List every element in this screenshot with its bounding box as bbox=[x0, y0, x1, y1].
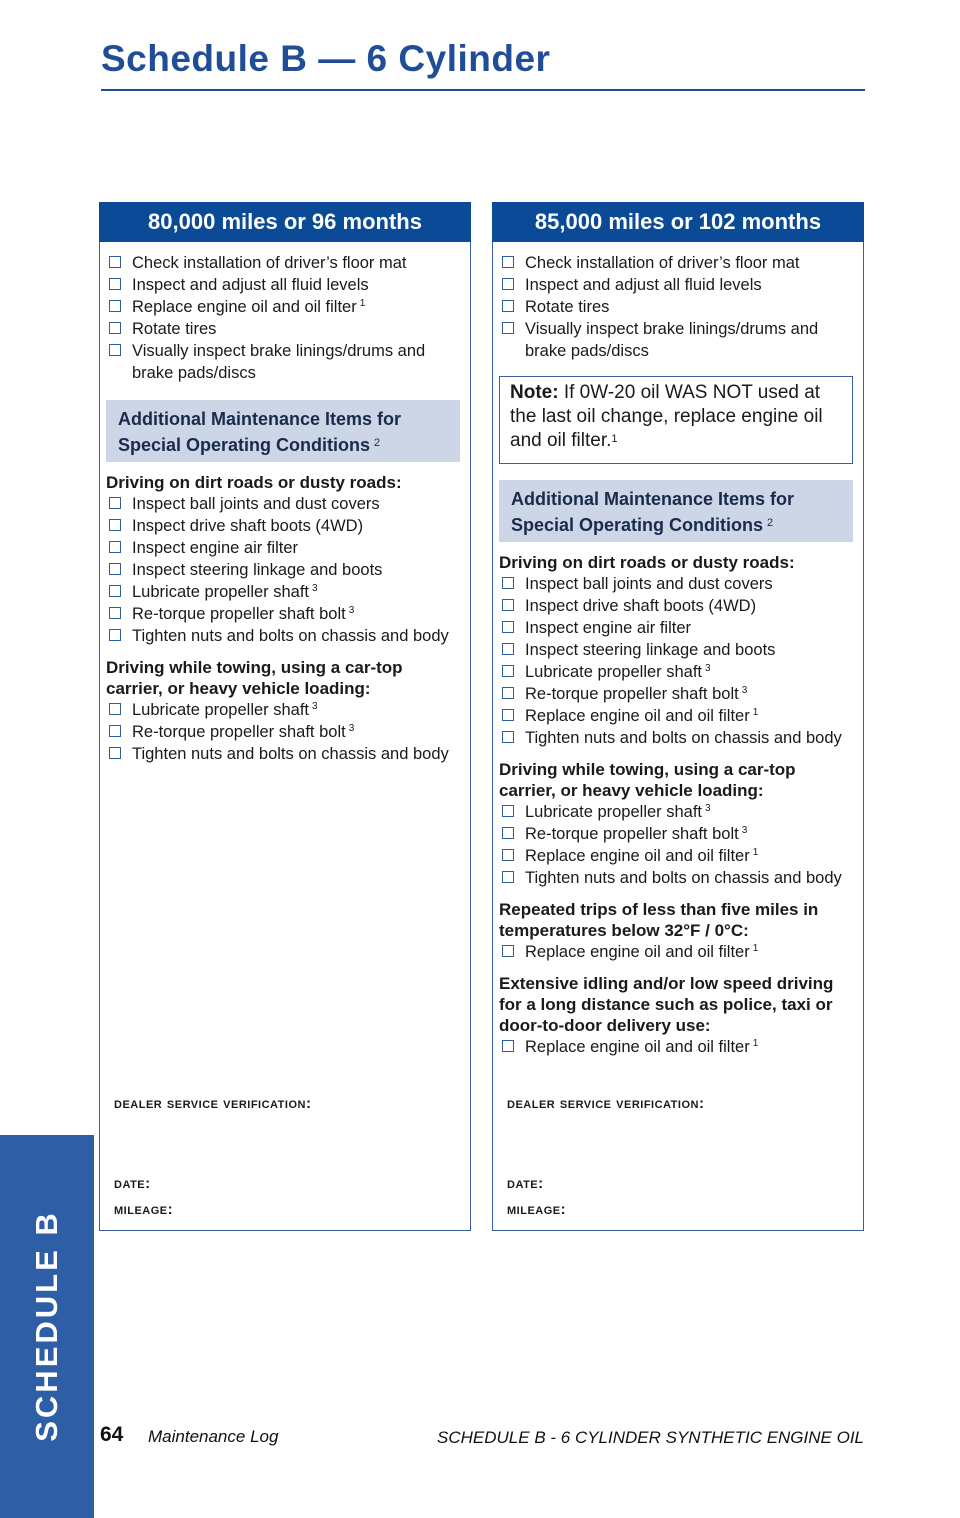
footnote-ref: 3 bbox=[348, 723, 355, 734]
additional-items-banner: Additional Maintenance Items for Special Operating Conditions $^2$ bbox=[106, 400, 460, 462]
checklist-item[interactable]: Check installation of driver’s floor mat bbox=[106, 252, 470, 274]
checklist-item[interactable]: Inspect and adjust all fluid levels bbox=[106, 274, 470, 296]
checklist-item[interactable]: Inspect engine air filter bbox=[499, 617, 863, 639]
checklist-item[interactable]: Lubricate propeller shaft $^3$ bbox=[106, 699, 470, 721]
footnote-ref: 1 bbox=[611, 433, 618, 445]
checkbox[interactable] bbox=[502, 621, 514, 633]
dealer-verification-label: dealer service verification: bbox=[507, 1095, 705, 1112]
checklist-item[interactable]: Re-torque propeller shaft bolt $^3$ bbox=[499, 823, 863, 845]
footnote-ref: 1 bbox=[752, 847, 759, 858]
mileage-label: mileage: bbox=[507, 1201, 567, 1218]
page-number: 64 bbox=[100, 1423, 124, 1446]
mileage-label: mileage: bbox=[114, 1201, 174, 1218]
checkbox[interactable] bbox=[109, 585, 121, 597]
checklist-item[interactable]: Rotate tires bbox=[499, 296, 863, 318]
checkbox[interactable] bbox=[502, 827, 514, 839]
checklist-item[interactable]: Lubricate propeller shaft $^3$ bbox=[106, 581, 470, 603]
checkbox[interactable] bbox=[502, 577, 514, 589]
card-header: 85,000 miles or 102 months bbox=[492, 202, 864, 242]
service-card-85000 bbox=[492, 202, 864, 1231]
checkbox[interactable] bbox=[502, 278, 514, 290]
footnote-ref: 1 bbox=[752, 943, 759, 954]
checklist-item[interactable]: Tighten nuts and bolts on chassis and body bbox=[499, 727, 863, 749]
checkbox[interactable] bbox=[502, 805, 514, 817]
checklist-item[interactable]: Inspect steering linkage and boots bbox=[106, 559, 470, 581]
checklist-item[interactable]: Re-torque propeller shaft bolt $^3$ bbox=[106, 721, 470, 743]
date-label: date: bbox=[114, 1175, 151, 1192]
footnote-ref: 1 bbox=[752, 1038, 759, 1049]
footer-section: Maintenance Log bbox=[148, 1427, 279, 1446]
checklist-item[interactable]: Replace engine oil and oil filter $^1$ bbox=[499, 845, 863, 867]
footnote-ref: 3 bbox=[741, 825, 748, 836]
page-title: Schedule B — 6 Cylinder bbox=[101, 38, 551, 79]
date-label: date: bbox=[507, 1175, 544, 1192]
checklist-item[interactable]: Re-torque propeller shaft bolt $^3$ bbox=[499, 683, 863, 705]
checkbox[interactable] bbox=[109, 300, 121, 312]
footnote-ref: 3 bbox=[312, 701, 318, 712]
condition-heading: Driving on dirt roads or dusty roads: bbox=[499, 553, 795, 572]
checklist-item[interactable]: Inspect and adjust all fluid levels bbox=[499, 274, 863, 296]
footnote-ref: 3 bbox=[741, 685, 748, 696]
checkbox[interactable] bbox=[109, 563, 121, 575]
footnote-ref: 3 bbox=[705, 803, 711, 814]
checkbox[interactable] bbox=[109, 703, 121, 715]
checkbox[interactable] bbox=[109, 256, 121, 268]
card-header: 80,000 miles or 96 months bbox=[99, 202, 471, 242]
footnote-ref: 1 bbox=[752, 707, 759, 718]
checkbox[interactable] bbox=[502, 665, 514, 677]
condition-heading: Driving while towing, using a car-top carrier, or heavy vehicle loading: bbox=[106, 658, 403, 698]
condition-heading: Repeated trips of less than five miles in temperatures below 32°F / 0°C: bbox=[499, 900, 819, 940]
checklist-item[interactable]: Lubricate propeller shaft $^3$ bbox=[499, 801, 863, 823]
checkbox[interactable] bbox=[109, 278, 121, 290]
footnote-ref: 1 bbox=[359, 298, 366, 309]
checkbox[interactable] bbox=[502, 599, 514, 611]
checkbox[interactable] bbox=[502, 322, 514, 334]
checklist-item[interactable]: Tighten nuts and bolts on chassis and body bbox=[106, 625, 470, 647]
checklist-item[interactable]: Inspect steering linkage and boots bbox=[499, 639, 863, 661]
checkbox[interactable] bbox=[109, 747, 121, 759]
checkbox[interactable] bbox=[109, 519, 121, 531]
additional-items-banner: Additional Maintenance Items for Special Operating Conditions $^2$ bbox=[499, 480, 853, 542]
checklist-item[interactable]: Lubricate propeller shaft $^3$ bbox=[499, 661, 863, 683]
checklist-item[interactable]: Inspect drive shaft boots (4WD) bbox=[499, 595, 863, 617]
checklist-item[interactable]: Visually inspect brake linings/drums and brake pads/discs bbox=[106, 340, 432, 384]
checklist-item[interactable]: Re-torque propeller shaft bolt $^3$ bbox=[106, 603, 470, 625]
title-rule bbox=[101, 89, 865, 91]
footer-title: SCHEDULE B - 6 CYLINDER SYNTHETIC ENGINE OIL bbox=[437, 1428, 864, 1447]
checklist-item[interactable]: Check installation of driver’s floor mat bbox=[499, 252, 863, 274]
condition-heading: Driving while towing, using a car-top carrier, or heavy vehicle loading: bbox=[499, 760, 796, 800]
checklist-item[interactable]: Replace engine oil and oil filter $^1$ bbox=[499, 941, 863, 963]
condition-heading: Driving on dirt roads or dusty roads: bbox=[106, 473, 402, 492]
dealer-verification-label: dealer service verification: bbox=[114, 1095, 312, 1112]
checklist-item[interactable]: Inspect ball joints and dust covers bbox=[106, 493, 470, 515]
card-body bbox=[100, 242, 470, 765]
checkbox[interactable] bbox=[109, 725, 121, 737]
note-label: Note: bbox=[510, 382, 559, 403]
checkbox[interactable] bbox=[502, 643, 514, 655]
checkbox[interactable] bbox=[502, 300, 514, 312]
checkbox[interactable] bbox=[502, 709, 514, 721]
checklist-item[interactable]: Inspect engine air filter bbox=[106, 537, 470, 559]
checkbox[interactable] bbox=[109, 541, 121, 553]
checkbox[interactable] bbox=[109, 497, 121, 509]
checkbox[interactable] bbox=[109, 322, 121, 334]
checkbox[interactable] bbox=[109, 607, 121, 619]
checklist-item[interactable]: Rotate tires bbox=[106, 318, 470, 340]
checklist-item[interactable]: Visually inspect brake linings/drums and brake pads/discs bbox=[499, 318, 825, 362]
service-card-80000 bbox=[99, 202, 471, 1231]
checklist-item[interactable]: Replace engine oil and oil filter $^1$ bbox=[499, 1036, 863, 1058]
checkbox[interactable] bbox=[502, 1040, 514, 1052]
checkbox[interactable] bbox=[502, 687, 514, 699]
oil-note-box: Note: If 0W-20 oil WAS NOT used at the last oil change, replace engine oil and oil filter.$^1$ bbox=[499, 376, 853, 464]
condition-heading: Extensive idling and/or low speed driving for a long distance such as police, taxi or door-to-door delivery use: bbox=[499, 974, 834, 1035]
checkbox[interactable] bbox=[502, 849, 514, 861]
checklist-item[interactable]: Replace engine oil and oil filter $^1$ bbox=[499, 705, 863, 727]
footnote-ref: 3 bbox=[348, 605, 355, 616]
checkbox[interactable] bbox=[502, 871, 514, 883]
footnote-ref: 3 bbox=[312, 583, 318, 594]
checkbox[interactable] bbox=[502, 256, 514, 268]
checklist-item[interactable]: Inspect ball joints and dust covers bbox=[499, 573, 863, 595]
checkbox[interactable] bbox=[502, 731, 514, 743]
checklist-item[interactable]: Tighten nuts and bolts on chassis and body bbox=[499, 867, 863, 889]
sidebar-label: SCHEDULE B bbox=[29, 1210, 64, 1442]
checkbox[interactable] bbox=[502, 945, 514, 957]
checkbox[interactable] bbox=[109, 629, 121, 641]
checklist-item[interactable]: Replace engine oil and oil filter $^1$ bbox=[106, 296, 470, 318]
checkbox[interactable] bbox=[109, 344, 121, 356]
checklist-item[interactable]: Inspect drive shaft boots (4WD) bbox=[106, 515, 470, 537]
footnote-ref: 3 bbox=[705, 663, 711, 674]
card-body bbox=[493, 242, 863, 1058]
checklist-item[interactable]: Tighten nuts and bolts on chassis and body bbox=[106, 743, 470, 765]
